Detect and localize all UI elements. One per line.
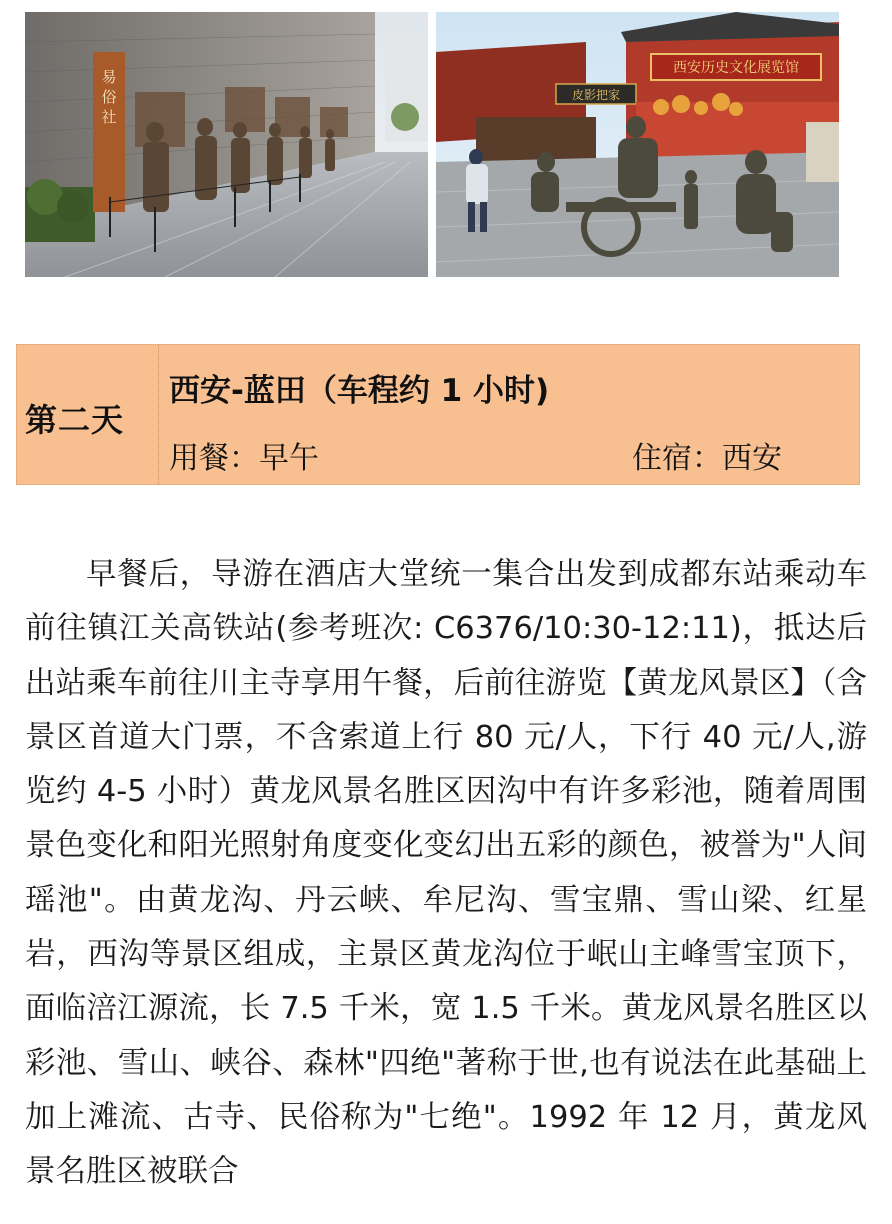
day-header	[16, 344, 860, 485]
header-divider	[158, 345, 159, 484]
svg-text:社: 社	[101, 108, 117, 126]
day-label: 第二天	[25, 401, 125, 439]
svg-text:西安历史文化展览馆: 西安历史文化展览馆	[673, 60, 799, 76]
route-title: 西安-蓝田（车程约 1 小时)	[169, 373, 550, 409]
folk-sculpture-street-photo	[25, 12, 428, 277]
svg-text:易: 易	[101, 68, 117, 86]
itinerary-paragraph: 早餐后，导游在酒店大堂统一集合出发到成都东站乘动车前往镇江关高铁站(参考班次: C6376/10:30-12:11)，抵达后出站乘车前往川主寺享用午餐，后前往游览【黄龙风景区】（含景区首道大门票，不含索道上行 80 元/人，下行 40 元/人,游览约 4-5 小时）黄龙风景名胜区因沟中有许多彩池，随着周围景色变化和阳光照射角度变化变幻出五彩的颜色，被誉为"人间瑶池"。由黄龙沟、丹云峡、牟尼沟、雪宝鼎、雪山梁、红星岩，西沟等景区组成，主景区黄龙沟位于岷山主峰雪宝顶下，面临涪江源流，长 7.5 千米，宽 1.5 千米。黄龙风景名胜区以彩池、雪山、峡谷、森林"四绝"著称于世,也有说法在此基础上加上滩流、古寺、民俗称为"七绝"。1992 年 12 月，黄龙风景名胜区被联合	[25, 557, 867, 1190]
svg-text:皮影把家: 皮影把家	[571, 88, 621, 102]
svg-text:俗: 俗	[101, 88, 117, 106]
meals-info: 用餐：早午	[169, 441, 319, 476]
lodging-info: 住宿：西安	[632, 441, 782, 476]
bronze-statue-street-photo	[436, 12, 839, 277]
